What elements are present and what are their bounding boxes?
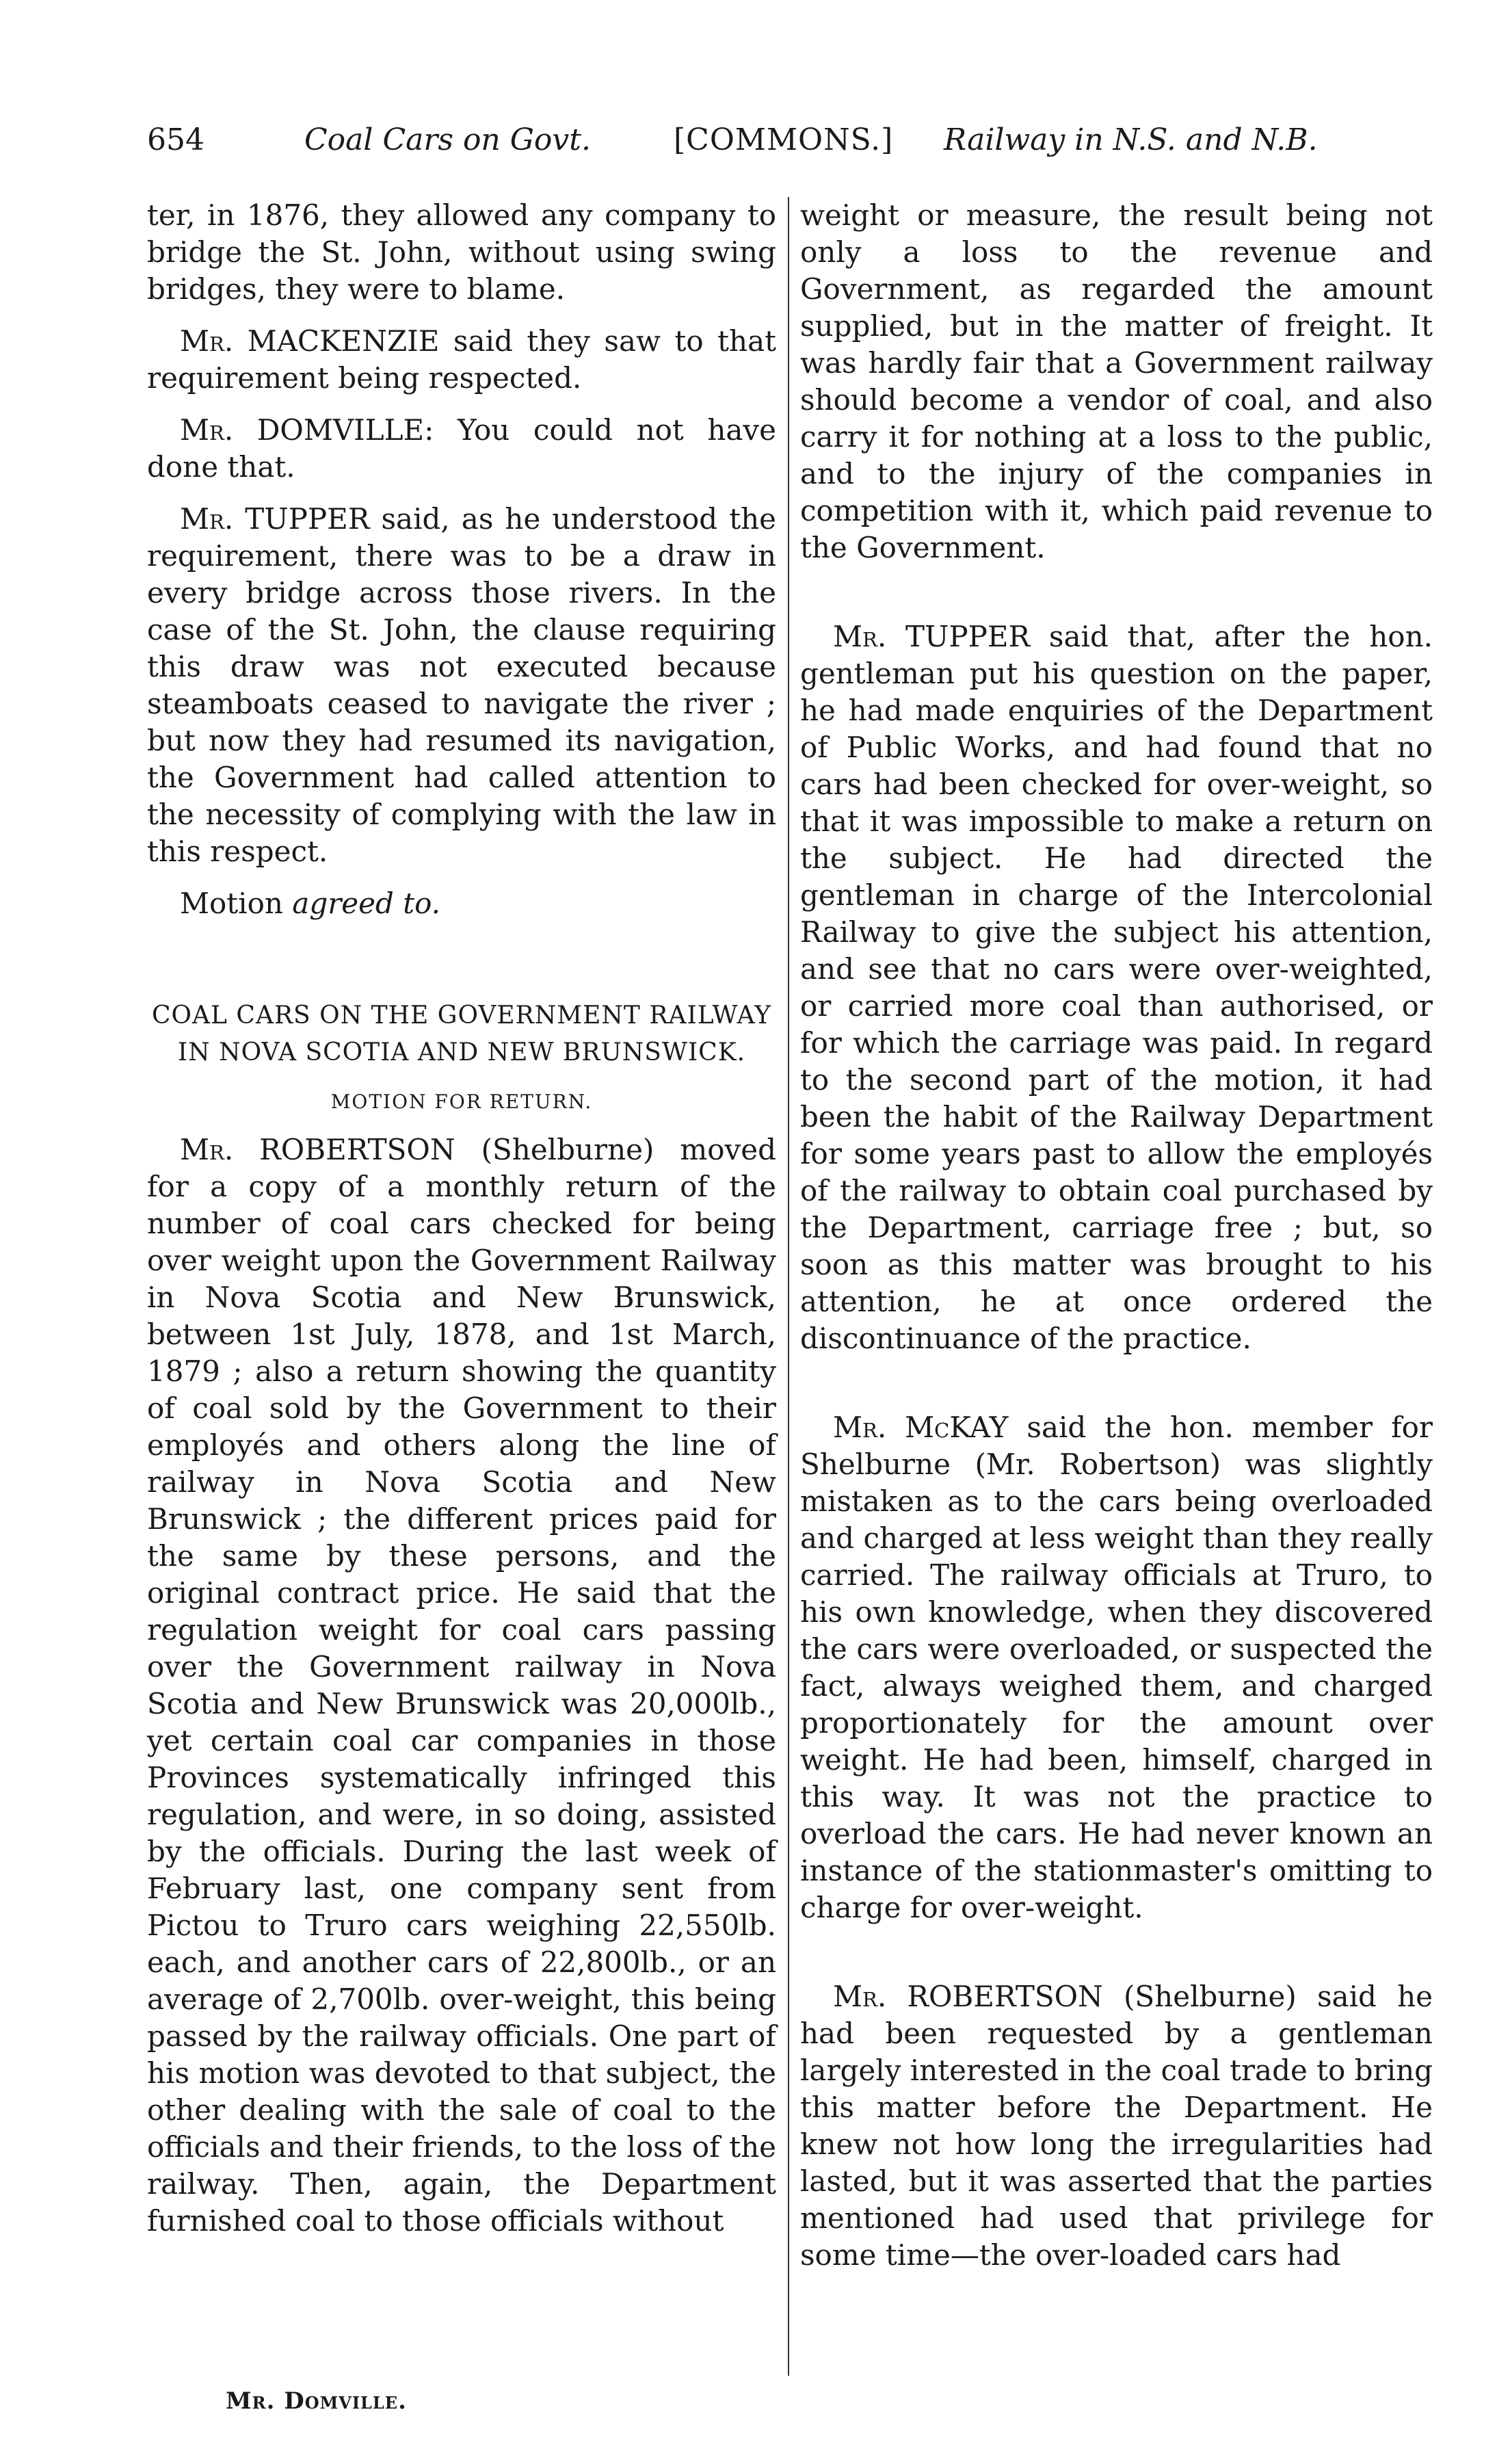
column-divider xyxy=(788,197,789,2376)
motion-result-italic: agreed to. xyxy=(292,887,441,920)
speaker-name: Mr. McKAY xyxy=(833,1411,1009,1444)
speech-text: said that, after the hon. gentleman put his question on the paper, he had made enquiries of the Department of Public Works, and had found that no cars had been checked for over-weight, so that it was impossible to make a return on the subject. He had directed the gentleman in charge of the Intercolonial Railway to give the subject his attention, and see that no cars were over-weighted, or carried more coal than authorised, or for which the carriage was paid. In regard to the second part of the motion, it had been the habit of the Railway Department for some years past to allow the employés of the railway to obtain coal purchased by the Department, carriage free ; but, so soon as this matter was brought to his attention, he at once ordered the discontinuance of the practice. xyxy=(800,620,1433,1355)
paragraph-continuation: ter, in 1876, they allowed any company to bridge the St. John, without using swing bridges, they were to blame. xyxy=(147,198,776,306)
header-right-title: Railway in N.S. and N.B. xyxy=(944,122,1318,157)
speaker-name: Mr. MACKENZIE xyxy=(180,324,440,358)
speech-text: said, as he understood the requirement, there was to be a draw in every bridge across those rivers. In the case of the St. John, the clause requiring this draw was not executed because steamboats ceased to navigate the river ; but now they had resumed its navigation, the Government had called attention to the necessity of complying with the law in this respect. xyxy=(147,502,776,868)
section-heading: COAL CARS ON THE GOVERNMENT RAILWAY IN NOVA SCOTIA AND NEW BRUNSWICK. xyxy=(152,1001,771,1066)
paragraph-robertson-motion xyxy=(147,1131,776,2240)
paragraph-mackenzie xyxy=(147,323,776,397)
header-center: [COMMONS.] xyxy=(674,122,894,157)
speech-text: said the hon. member for Shelburne (Mr. Robertson) was slightly mistaken as to the cars being overloaded and charged at less weight than they really carried. The railway officials at Truro, to his own knowledge, when they discovered the cars were overloaded, or suspected the fact, always weighed them, and charged proportionately for the amount over weight. He had been, himself, charged in this way. It was not the practice to overload the cars. He had never known an instance of the stationmaster's omitting to charge for over-weight. xyxy=(800,1411,1433,1924)
right-column xyxy=(800,197,1433,2289)
speech-text: (Shelburne) said he had been requested by a gentleman largely interested in the coal trade to bring this matter before the Department. He knew not how long the irregularities had lasted, but it was asserted that the parties mentioned had used that privilege for some time—the over-loaded cars had xyxy=(800,1980,1433,2272)
page-number: 654 xyxy=(147,122,204,157)
speech-text: : You could not have done that. xyxy=(147,413,777,484)
paragraph-tupper xyxy=(147,501,776,870)
left-column xyxy=(147,197,776,2255)
section-subheading: MOTION FOR RETURN. xyxy=(330,1090,593,1113)
header-left-title: Coal Cars on Govt. xyxy=(304,122,591,157)
running-header xyxy=(147,116,1392,164)
motion-prefix: Motion xyxy=(180,887,293,920)
paragraph-robertson-reply xyxy=(800,1978,1433,2274)
footer-catchword: Mr. Domville. xyxy=(226,2387,407,2415)
speaker-name: Mr. ROBERTSON xyxy=(833,1980,1103,2013)
speech-text: (Shelburne) moved for a copy of a monthly return of the number of coal cars checked for being over weight upon the Government Railway in Nova Scotia and New Brunswick, between 1st July, 1878, and 1st March, 1879 ; also a return showing the quantity of coal sold by the Government to their employés and others along the line of railway in Nova Scotia and New Brunswick ; the different prices paid for the same by these persons, and the original contract price. He said that the regulation weight for coal cars passing over the Government railway in Nova Scotia and New Brunswick was 20,000lb., yet certain coal car companies in those Provinces systematically infringed this regulation, and were, in so doing, assisted by the officials. During the last week of February last, one company sent from Pictou to Truro cars weighing 22,550lb. each, and another cars of 22,800lb., or an average of 2,700lb. over-weight, this being passed by the railway officials. One part of his motion was devoted to that subject, the other dealing with the sale of coal to the officials and their friends, to the loss of the railway. Then, again, the Department furnished coal to those officials without xyxy=(147,1133,776,2238)
motion-result xyxy=(147,885,776,922)
paragraph-domville xyxy=(147,412,776,486)
speaker-name: Mr. TUPPER xyxy=(180,502,370,536)
paragraph-mckay xyxy=(800,1409,1433,1926)
paragraph-tupper-reply xyxy=(800,618,1433,1357)
speaker-name: Mr. TUPPER xyxy=(833,620,1031,653)
speaker-name: Mr. ROBERTSON xyxy=(180,1133,455,1166)
speaker-name: Mr. DOMVILLE xyxy=(180,413,425,447)
speech-text: said they saw to that requirement being respected. xyxy=(147,324,776,395)
paragraph-continuation: weight or measure, the result being not only a loss to the revenue and Government, as regarded the amount supplied, but in the matter of freight. It was hardly fair that a Government railway should become a vendor of coal, and also carry it for nothing at a loss to the public, and to the injury of the companies in competition with it, which paid revenue to the Government. xyxy=(800,198,1433,564)
